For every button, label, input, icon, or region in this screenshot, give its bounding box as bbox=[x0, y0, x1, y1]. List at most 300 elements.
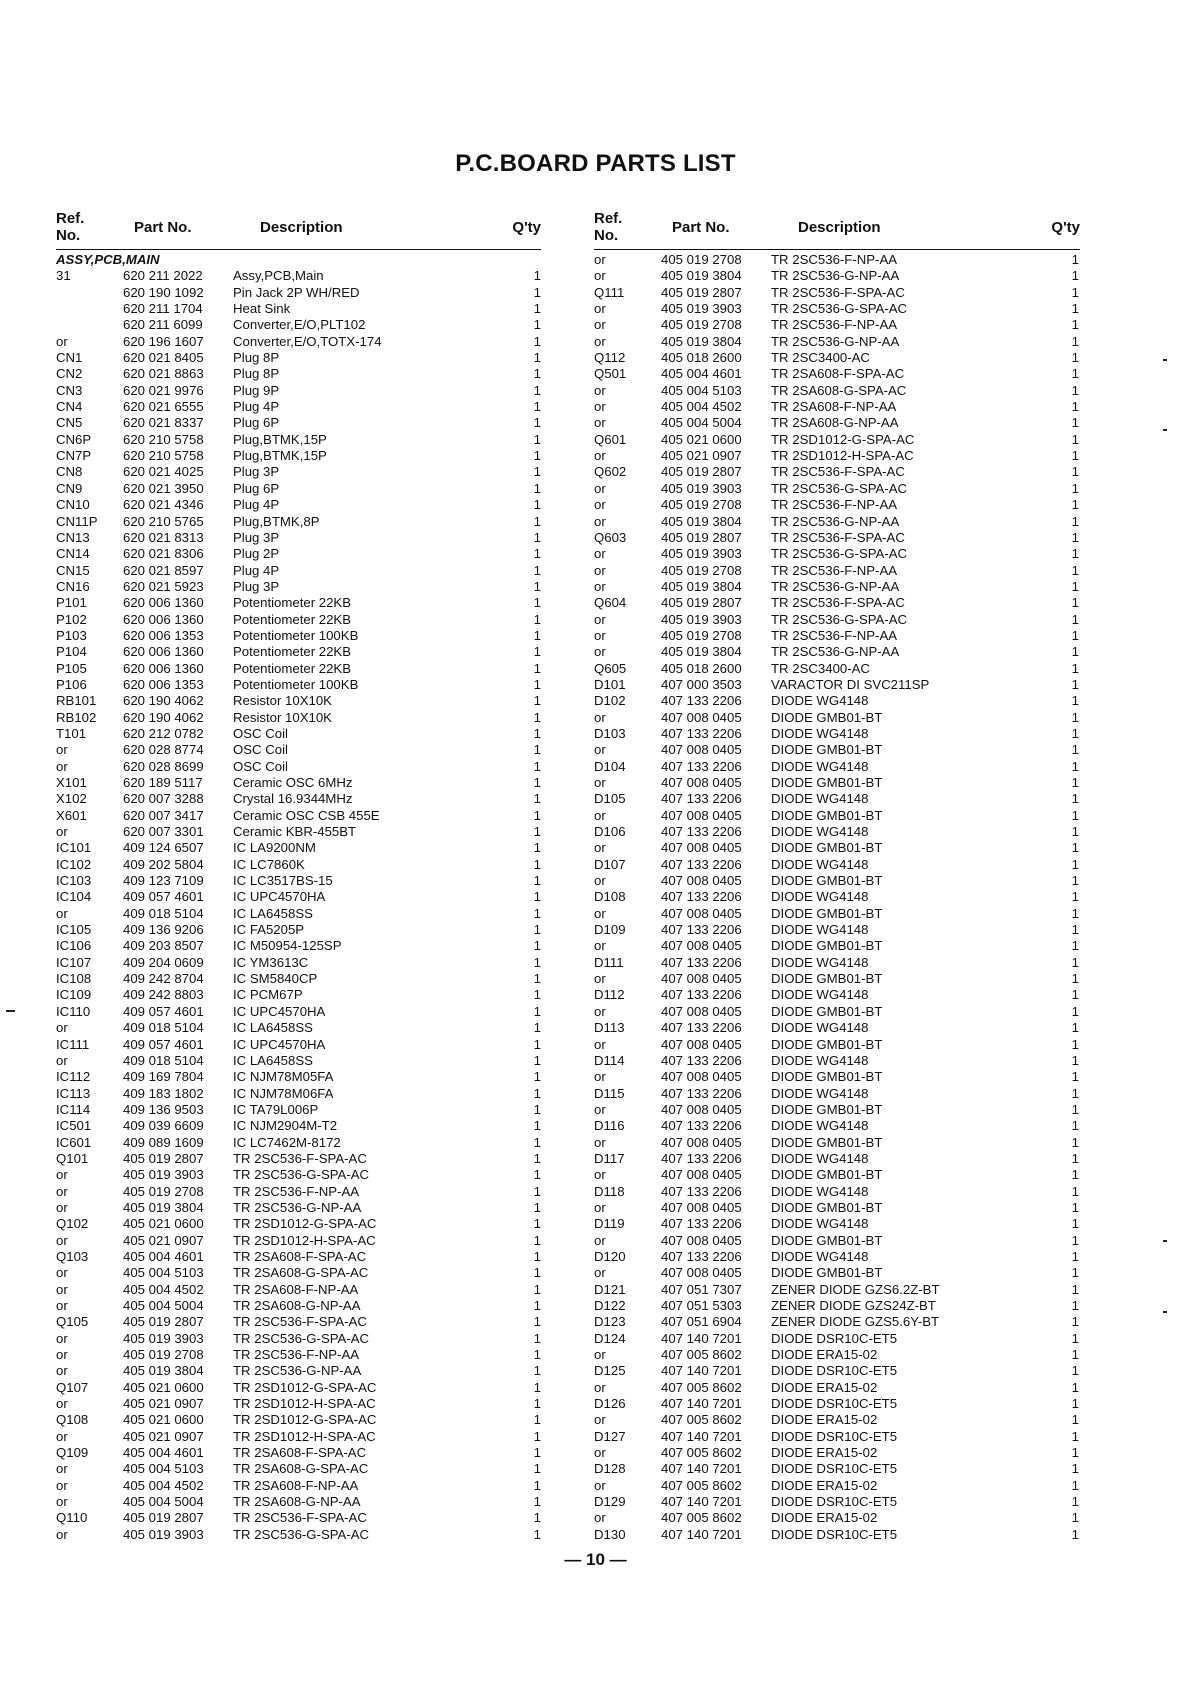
qty-cell: 1 bbox=[1071, 366, 1079, 382]
qty-cell: 1 bbox=[1071, 758, 1079, 774]
description-cell: Potentiometer 100KB bbox=[233, 627, 359, 643]
description-cell: TR 2SC536-F-NP-AA bbox=[771, 562, 898, 578]
description-cell: TR 2SC536-G-NP-AA bbox=[771, 578, 900, 594]
qty-cell: 1 bbox=[1071, 627, 1079, 643]
ref-cell: Q108 bbox=[56, 1412, 89, 1428]
table-row bbox=[56, 514, 541, 530]
table-row bbox=[56, 268, 541, 284]
part-no-cell: 405 018 2600 bbox=[661, 350, 742, 366]
qty-cell: 1 bbox=[533, 660, 541, 676]
part-no-cell: 405 019 3903 bbox=[661, 480, 742, 496]
header-ref: Ref. No. bbox=[594, 210, 623, 244]
ref-cell: or bbox=[594, 1232, 606, 1248]
part-no-cell: 407 008 0405 bbox=[661, 1069, 742, 1085]
table-row bbox=[594, 840, 1079, 856]
part-no-cell: 405 019 2708 bbox=[661, 562, 742, 578]
qty-cell: 1 bbox=[1071, 1003, 1079, 1019]
table-row bbox=[56, 628, 541, 644]
qty-cell: 1 bbox=[533, 1445, 541, 1461]
table-row bbox=[56, 1331, 541, 1347]
ref-cell: Q110 bbox=[56, 1510, 88, 1526]
ref-cell: D128 bbox=[594, 1461, 626, 1477]
ref-cell: IC106 bbox=[56, 938, 92, 954]
part-no-cell: 405 019 2708 bbox=[123, 1183, 204, 1199]
qty-cell: 1 bbox=[533, 448, 541, 464]
ref-cell: Q105 bbox=[56, 1314, 89, 1330]
description-cell: DIODE DSR10C-ET5 bbox=[771, 1396, 898, 1412]
part-no-cell: 405 019 3903 bbox=[661, 301, 742, 317]
ref-cell: or bbox=[594, 709, 606, 725]
ref-cell: CN3 bbox=[56, 382, 83, 398]
page-number: — 10 — bbox=[564, 1550, 627, 1569]
parts-table-right bbox=[594, 252, 1079, 1543]
part-no-cell: 405 019 3804 bbox=[123, 1363, 204, 1379]
part-no-cell: 407 133 2206 bbox=[661, 1118, 742, 1134]
ref-cell: D127 bbox=[594, 1428, 626, 1444]
ref-cell: T101 bbox=[56, 725, 87, 741]
part-no-cell: 405 004 5103 bbox=[123, 1461, 204, 1477]
part-no-cell: 620 196 1607 bbox=[123, 333, 204, 349]
table-row bbox=[56, 350, 541, 366]
description-cell: Plug 8P bbox=[233, 366, 280, 382]
table-row bbox=[594, 383, 1079, 399]
part-no-cell: 407 051 6904 bbox=[661, 1314, 742, 1330]
qty-cell: 1 bbox=[533, 1183, 541, 1199]
description-cell: DIODE WG4148 bbox=[771, 922, 869, 938]
part-no-cell: 405 021 0907 bbox=[123, 1232, 204, 1248]
description-cell: TR 2SC536-F-SPA-AC bbox=[771, 284, 905, 300]
qty-cell: 1 bbox=[533, 1118, 541, 1134]
ref-cell: D116 bbox=[594, 1118, 625, 1134]
part-no-cell: 407 008 0405 bbox=[661, 873, 742, 889]
ref-cell: or bbox=[56, 1347, 68, 1363]
qty-cell: 1 bbox=[1071, 1085, 1079, 1101]
scan-mark bbox=[1163, 1240, 1167, 1242]
table-row bbox=[594, 514, 1079, 530]
part-no-cell: 409 039 6609 bbox=[123, 1118, 204, 1134]
qty-cell: 1 bbox=[533, 709, 541, 725]
qty-cell: 1 bbox=[1071, 676, 1079, 692]
description-cell: TR 2SC536-F-SPA-AC bbox=[771, 595, 905, 611]
table-row bbox=[594, 1478, 1079, 1494]
table-row bbox=[594, 1135, 1079, 1151]
table-row bbox=[56, 644, 541, 660]
table-row bbox=[594, 448, 1079, 464]
ref-cell: IC112 bbox=[56, 1069, 91, 1085]
part-no-cell: 405 019 2708 bbox=[661, 627, 742, 643]
description-cell: IC NJM78M06FA bbox=[233, 1085, 334, 1101]
ref-cell: Q604 bbox=[594, 595, 627, 611]
qty-cell: 1 bbox=[533, 350, 541, 366]
part-no-cell: 409 057 4601 bbox=[123, 1003, 204, 1019]
description-cell: TR 2SC536-F-NP-AA bbox=[771, 627, 898, 643]
part-no-cell: 409 057 4601 bbox=[123, 1036, 204, 1052]
ref-cell: or bbox=[594, 1036, 606, 1052]
description-cell: Plug 4P bbox=[233, 497, 280, 513]
table-row bbox=[594, 268, 1079, 284]
qty-cell: 1 bbox=[533, 578, 541, 594]
table-row bbox=[594, 1331, 1079, 1347]
description-cell: DIODE DSR10C-ET5 bbox=[771, 1428, 898, 1444]
ref-cell: RB101 bbox=[56, 693, 97, 709]
ref-cell: CN7P bbox=[56, 448, 92, 464]
description-cell: DIODE GMB01-BT bbox=[771, 1232, 883, 1248]
table-row bbox=[56, 1478, 541, 1494]
table-row bbox=[594, 791, 1079, 807]
ref-cell: P102 bbox=[56, 611, 87, 627]
part-no-cell: 620 021 5923 bbox=[123, 578, 204, 594]
table-row bbox=[56, 971, 541, 987]
qty-cell: 1 bbox=[1071, 611, 1079, 627]
qty-cell: 1 bbox=[533, 1396, 541, 1412]
description-cell: DIODE WG4148 bbox=[771, 693, 869, 709]
table-row bbox=[594, 579, 1079, 595]
table-row bbox=[56, 481, 541, 497]
header-description: Description bbox=[798, 219, 881, 236]
part-no-cell: 409 242 8704 bbox=[123, 971, 204, 987]
ref-cell: Q107 bbox=[56, 1379, 89, 1395]
table-row bbox=[56, 579, 541, 595]
qty-cell: 1 bbox=[533, 464, 541, 480]
description-cell: IC LC3517BS-15 bbox=[233, 873, 333, 889]
table-row bbox=[56, 1004, 541, 1020]
table-row bbox=[594, 301, 1079, 317]
scan-mark bbox=[1163, 429, 1167, 431]
description-cell: DIODE GMB01-BT bbox=[771, 1167, 883, 1183]
description-cell: TR 2SC536-G-NP-AA bbox=[771, 268, 900, 284]
table-row bbox=[56, 1527, 541, 1543]
ref-cell: D108 bbox=[594, 889, 626, 905]
table-row bbox=[594, 1102, 1079, 1118]
part-no-cell: 407 133 2206 bbox=[661, 791, 742, 807]
qty-cell: 1 bbox=[1071, 382, 1079, 398]
part-no-cell: 405 019 3804 bbox=[661, 333, 742, 349]
description-cell: IC LA9200NM bbox=[233, 840, 316, 856]
scan-mark bbox=[6, 1010, 15, 1012]
part-no-cell: 409 136 9503 bbox=[123, 1101, 204, 1117]
table-row bbox=[56, 1510, 541, 1526]
description-cell: IC NJM78M05FA bbox=[233, 1069, 334, 1085]
ref-cell: IC102 bbox=[56, 856, 92, 872]
qty-cell: 1 bbox=[533, 889, 541, 905]
qty-cell: 1 bbox=[533, 1461, 541, 1477]
part-no-cell: 405 004 4601 bbox=[123, 1248, 204, 1264]
ref-cell: or bbox=[56, 1232, 68, 1248]
ref-cell: IC501 bbox=[56, 1118, 92, 1134]
qty-cell: 1 bbox=[533, 268, 541, 284]
ref-cell: or bbox=[594, 1510, 606, 1526]
qty-cell: 1 bbox=[1071, 546, 1079, 562]
table-row bbox=[594, 481, 1079, 497]
description-cell: TR 2SD1012-H-SPA-AC bbox=[233, 1396, 376, 1412]
description-cell: IC UPC4570HA bbox=[233, 1003, 326, 1019]
table-row bbox=[56, 873, 541, 889]
table-row bbox=[594, 1412, 1079, 1428]
part-no-cell: 407 133 2206 bbox=[661, 1150, 742, 1166]
table-row bbox=[56, 693, 541, 709]
description-cell: DIODE WG4148 bbox=[771, 889, 869, 905]
part-no-cell: 620 211 2022 bbox=[123, 268, 203, 284]
qty-cell: 1 bbox=[1071, 1052, 1079, 1068]
description-cell: IC SM5840CP bbox=[233, 971, 318, 987]
qty-cell: 1 bbox=[1071, 1281, 1079, 1297]
part-no-cell: 407 051 7307 bbox=[661, 1281, 742, 1297]
qty-cell: 1 bbox=[1071, 1363, 1079, 1379]
ref-cell: or bbox=[56, 1363, 68, 1379]
table-row bbox=[594, 1020, 1079, 1036]
qty-cell: 1 bbox=[1071, 1412, 1079, 1428]
table-row bbox=[594, 1249, 1079, 1265]
description-cell: Plug 3P bbox=[233, 529, 280, 545]
qty-cell: 1 bbox=[533, 431, 541, 447]
ref-cell: Q603 bbox=[594, 529, 627, 545]
part-no-cell: 405 019 2807 bbox=[661, 529, 742, 545]
ref-cell: or bbox=[56, 1428, 68, 1444]
description-cell: Resistor 10X10K bbox=[233, 709, 332, 725]
table-row bbox=[594, 1233, 1079, 1249]
table-row bbox=[594, 906, 1079, 922]
ref-cell: CN4 bbox=[56, 399, 83, 415]
qty-cell: 1 bbox=[1071, 252, 1079, 267]
table-row bbox=[56, 317, 541, 333]
ref-cell: X102 bbox=[56, 791, 87, 807]
part-no-cell: 407 133 2206 bbox=[661, 1248, 742, 1264]
ref-cell: D109 bbox=[594, 922, 626, 938]
table-row bbox=[56, 1151, 541, 1167]
table-row bbox=[594, 628, 1079, 644]
description-cell: TR 2SD1012-H-SPA-AC bbox=[233, 1428, 376, 1444]
description-cell: TR 2SC536-F-SPA-AC bbox=[233, 1510, 367, 1526]
table-row bbox=[56, 726, 541, 742]
qty-cell: 1 bbox=[533, 693, 541, 709]
table-row bbox=[594, 661, 1079, 677]
description-cell: TR 2SC536-G-NP-AA bbox=[771, 644, 900, 660]
qty-cell: 1 bbox=[1071, 1314, 1079, 1330]
qty-cell: 1 bbox=[533, 1216, 541, 1232]
qty-cell: 1 bbox=[1071, 742, 1079, 758]
description-cell: TR 2SA608-F-SPA-AC bbox=[771, 366, 905, 382]
table-row bbox=[56, 546, 541, 562]
qty-cell: 1 bbox=[1071, 1461, 1079, 1477]
part-no-cell: 407 133 2206 bbox=[661, 1052, 742, 1068]
qty-cell: 1 bbox=[533, 644, 541, 660]
part-no-cell: 405 019 3903 bbox=[123, 1526, 204, 1542]
header-part-no: Part No. bbox=[134, 219, 192, 236]
qty-cell: 1 bbox=[533, 1248, 541, 1264]
qty-cell: 1 bbox=[1071, 873, 1079, 889]
table-row bbox=[56, 1069, 541, 1085]
table-row bbox=[56, 301, 541, 317]
qty-cell: 1 bbox=[1071, 856, 1079, 872]
description-cell: Potentiometer 22KB bbox=[233, 644, 352, 660]
ref-cell: Q103 bbox=[56, 1248, 89, 1264]
description-cell: DIODE GMB01-BT bbox=[771, 1134, 883, 1150]
table-row bbox=[594, 399, 1079, 415]
qty-cell: 1 bbox=[1071, 1150, 1079, 1166]
qty-cell: 1 bbox=[1071, 399, 1079, 415]
ref-cell: CN15 bbox=[56, 562, 90, 578]
ref-cell bbox=[56, 285, 123, 301]
part-no-cell: 620 007 3417 bbox=[123, 807, 204, 823]
ref-cell: IC103 bbox=[56, 873, 92, 889]
part-no-cell: 407 008 0405 bbox=[661, 1167, 742, 1183]
qty-cell: 1 bbox=[1071, 1494, 1079, 1510]
description-cell: DIODE WG4148 bbox=[771, 1052, 869, 1068]
table-row bbox=[56, 1135, 541, 1151]
description-cell: DIODE ERA15-02 bbox=[771, 1347, 878, 1363]
ref-cell: RB102 bbox=[56, 709, 97, 725]
part-no-cell: 620 189 5117 bbox=[123, 775, 203, 790]
header-qty: Q'ty bbox=[1051, 219, 1080, 236]
table-row bbox=[56, 1167, 541, 1183]
table-row bbox=[594, 530, 1079, 546]
ref-cell: P104 bbox=[56, 644, 87, 660]
part-no-cell: 407 140 7201 bbox=[661, 1526, 742, 1542]
ref-cell: or bbox=[594, 840, 606, 856]
ref-cell: or bbox=[594, 1167, 606, 1183]
description-cell: TR 2SA608-G-SPA-AC bbox=[233, 1265, 369, 1281]
ref-cell: D102 bbox=[594, 693, 626, 709]
part-no-cell: 407 140 7201 bbox=[661, 1428, 742, 1444]
qty-cell: 1 bbox=[533, 480, 541, 496]
table-row bbox=[56, 612, 541, 628]
part-no-cell: 407 008 0405 bbox=[661, 775, 742, 790]
part-no-cell: 405 019 2708 bbox=[123, 1347, 204, 1363]
description-cell: IC TA79L006P bbox=[233, 1101, 319, 1117]
part-no-cell: 407 140 7201 bbox=[661, 1330, 742, 1346]
ref-cell: or bbox=[594, 562, 606, 578]
part-no-cell: 409 169 7804 bbox=[123, 1069, 204, 1085]
description-cell: TR 2SA608-G-SPA-AC bbox=[771, 382, 907, 398]
ref-cell: D105 bbox=[594, 791, 626, 807]
table-row bbox=[594, 1069, 1079, 1085]
table-row bbox=[56, 399, 541, 415]
qty-cell: 1 bbox=[1071, 448, 1079, 464]
table-row bbox=[56, 938, 541, 954]
qty-cell: 1 bbox=[1071, 562, 1079, 578]
ref-cell: or bbox=[594, 480, 606, 496]
table-row bbox=[56, 1086, 541, 1102]
ref-cell: or bbox=[594, 399, 606, 415]
qty-cell: 1 bbox=[533, 366, 541, 382]
qty-cell: 1 bbox=[1071, 660, 1079, 676]
part-no-cell: 407 133 2206 bbox=[661, 1216, 742, 1232]
qty-cell: 1 bbox=[1071, 1199, 1079, 1215]
part-no-cell: 407 008 0405 bbox=[661, 840, 742, 856]
ref-cell: or bbox=[56, 1298, 68, 1313]
qty-cell: 1 bbox=[1071, 1101, 1079, 1117]
part-no-cell: 405 004 5103 bbox=[123, 1265, 204, 1281]
description-cell: DIODE GMB01-BT bbox=[771, 775, 883, 790]
description-cell: Potentiometer 22KB bbox=[233, 611, 352, 627]
part-no-cell: 407 140 7201 bbox=[661, 1494, 742, 1510]
description-cell: DIODE GMB01-BT bbox=[771, 1101, 883, 1117]
qty-cell: 1 bbox=[533, 1298, 541, 1313]
description-cell: TR 2SC536-G-SPA-AC bbox=[771, 301, 908, 317]
ref-cell: CN10 bbox=[56, 497, 90, 513]
part-no-cell: 409 204 0609 bbox=[123, 954, 204, 970]
part-no-cell: 405 019 2708 bbox=[661, 252, 742, 267]
part-no-cell: 407 133 2206 bbox=[661, 922, 742, 938]
qty-cell: 1 bbox=[533, 987, 541, 1003]
part-no-cell: 620 021 8313 bbox=[123, 529, 204, 545]
part-no-cell: 407 008 0405 bbox=[661, 807, 742, 823]
ref-cell: or bbox=[56, 905, 68, 921]
ref-cell: or bbox=[594, 971, 606, 987]
ref-cell: or bbox=[594, 497, 606, 513]
description-cell: TR 2SC536-G-SPA-AC bbox=[771, 480, 908, 496]
description-cell: DIODE GMB01-BT bbox=[771, 807, 883, 823]
table-row bbox=[56, 808, 541, 824]
ref-cell: CN5 bbox=[56, 415, 83, 431]
qty-cell: 1 bbox=[1071, 415, 1079, 431]
description-cell: Plug 6P bbox=[233, 415, 280, 431]
table-row bbox=[56, 840, 541, 856]
table-row bbox=[594, 1494, 1079, 1510]
qty-cell: 1 bbox=[533, 971, 541, 987]
ref-cell: Q102 bbox=[56, 1216, 89, 1232]
description-cell: DIODE DSR10C-ET5 bbox=[771, 1363, 898, 1379]
qty-cell: 1 bbox=[1071, 971, 1079, 987]
part-no-cell: 405 021 0907 bbox=[123, 1396, 204, 1412]
description-cell: TR 2SC3400-AC bbox=[771, 660, 870, 676]
description-cell: DIODE WG4148 bbox=[771, 1020, 869, 1036]
qty-cell: 1 bbox=[533, 1330, 541, 1346]
qty-cell: 1 bbox=[1071, 1396, 1079, 1412]
table-row bbox=[594, 1314, 1079, 1330]
ref-cell: or bbox=[56, 1281, 68, 1297]
ref-cell: CN9 bbox=[56, 480, 83, 496]
table-row bbox=[56, 1429, 541, 1445]
part-no-cell: 405 021 0907 bbox=[661, 448, 742, 464]
part-no-cell: 405 019 3903 bbox=[661, 546, 742, 562]
ref-cell: IC105 bbox=[56, 922, 92, 938]
description-cell: TR 2SC536-G-SPA-AC bbox=[233, 1167, 370, 1183]
table-row bbox=[56, 1249, 541, 1265]
qty-cell: 1 bbox=[1071, 1069, 1079, 1085]
ref-cell: D107 bbox=[594, 856, 626, 872]
table-row bbox=[594, 1118, 1079, 1134]
ref-cell: or bbox=[56, 1461, 68, 1477]
description-cell: TR 2SD1012-H-SPA-AC bbox=[233, 1232, 376, 1248]
description-cell: TR 2SD1012-G-SPA-AC bbox=[233, 1379, 377, 1395]
ref-cell: or bbox=[594, 807, 606, 823]
qty-cell: 1 bbox=[533, 938, 541, 954]
part-no-cell: 620 190 4062 bbox=[123, 709, 204, 725]
description-cell: Plug 3P bbox=[233, 578, 280, 594]
part-no-cell: 405 004 5004 bbox=[123, 1494, 204, 1510]
part-no-cell: 407 133 2206 bbox=[661, 856, 742, 872]
qty-cell: 1 bbox=[1071, 1330, 1079, 1346]
table-row bbox=[594, 1265, 1079, 1281]
qty-cell: 1 bbox=[533, 627, 541, 643]
description-cell: TR 2SD1012-G-SPA-AC bbox=[771, 431, 915, 447]
table-row bbox=[594, 1363, 1079, 1379]
part-no-cell: 405 019 2807 bbox=[661, 595, 742, 611]
description-cell: IC LC7462M-8172 bbox=[233, 1134, 341, 1150]
description-cell: DIODE WG4148 bbox=[771, 1216, 869, 1232]
ref-cell: CN6P bbox=[56, 431, 92, 447]
part-no-cell: 407 005 8602 bbox=[661, 1412, 742, 1428]
part-no-cell: 620 021 8863 bbox=[123, 366, 204, 382]
qty-cell: 1 bbox=[1071, 333, 1079, 349]
part-no-cell: 407 133 2206 bbox=[661, 758, 742, 774]
qty-cell: 1 bbox=[533, 1477, 541, 1493]
part-no-cell: 620 021 9976 bbox=[123, 382, 204, 398]
description-cell: IC NJM2904M-T2 bbox=[233, 1118, 338, 1134]
description-cell: Plug 4P bbox=[233, 562, 280, 578]
table-row bbox=[594, 1167, 1079, 1183]
